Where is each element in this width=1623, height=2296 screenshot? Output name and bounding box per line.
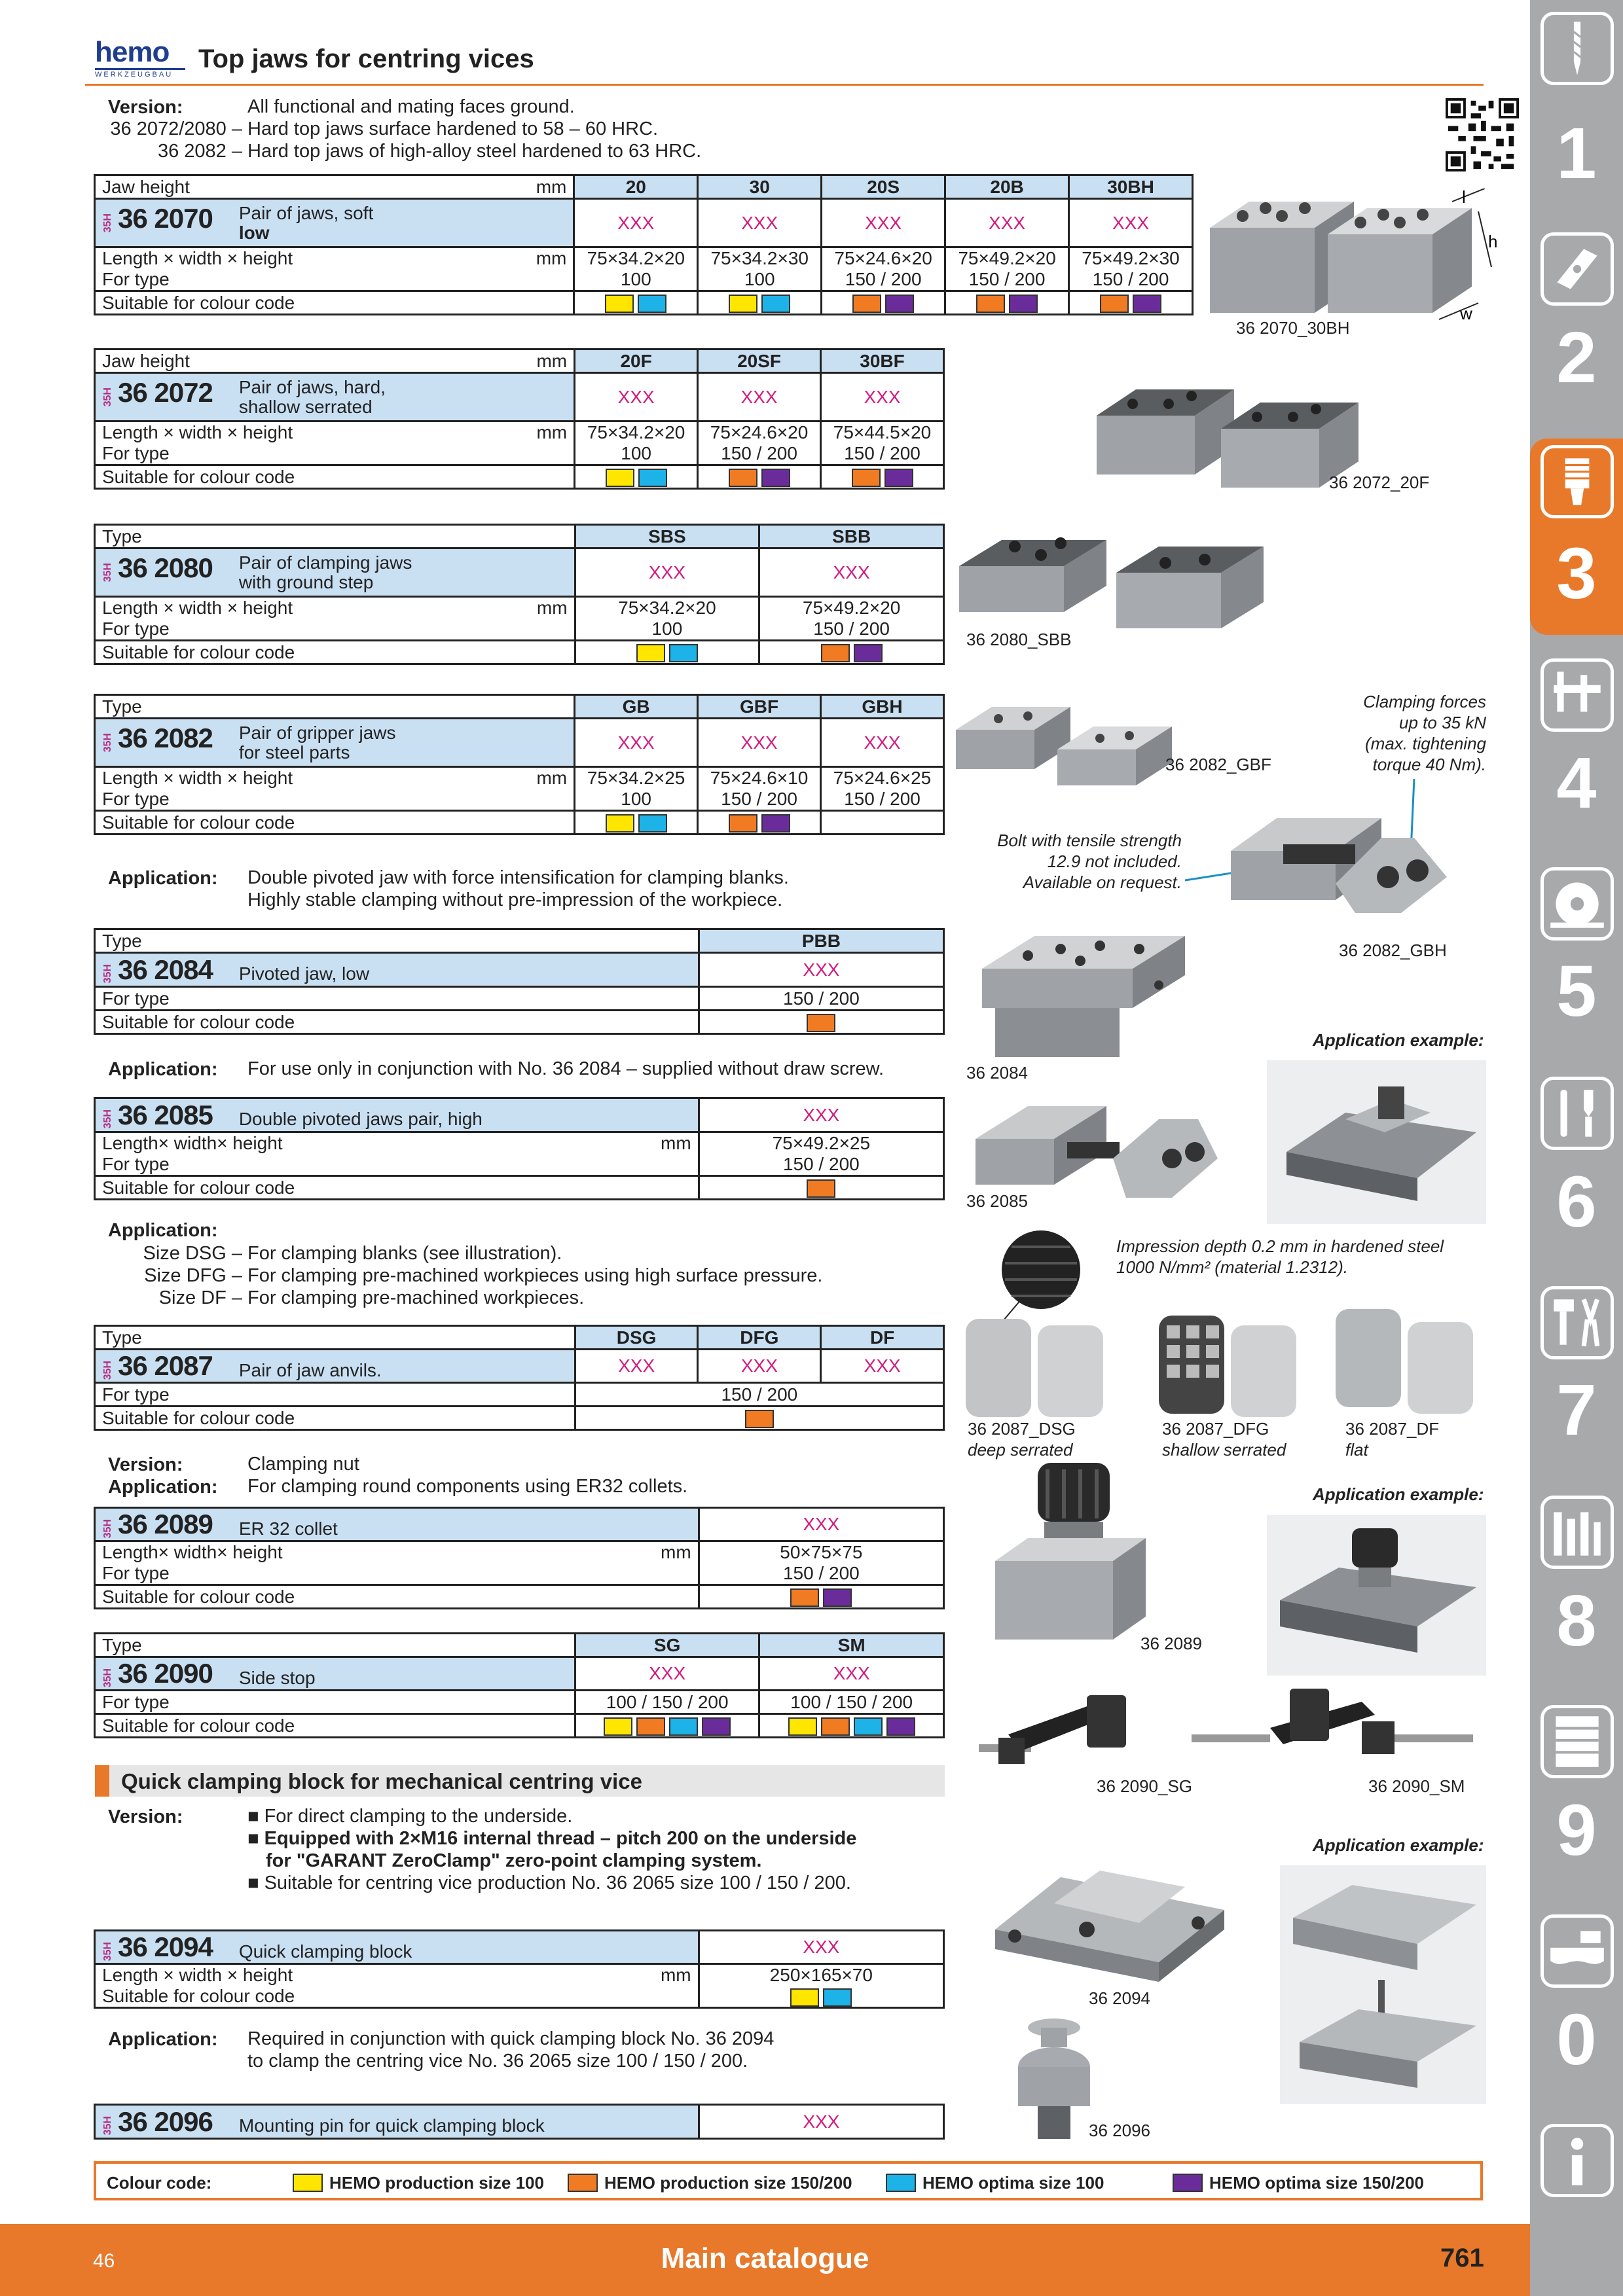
application-example-image-3 <box>1280 1865 1486 2104</box>
product-table-362094 <box>94 1929 945 2009</box>
type-label: Type <box>95 929 699 953</box>
image-caption: 36 2072_20F <box>1329 473 1430 492</box>
size-ref: Size DSG – <box>143 1243 242 1264</box>
app-example-label: Application example: <box>1313 1835 1484 1855</box>
application-label: Application: <box>108 868 218 889</box>
product-table-362096 <box>94 2104 945 2140</box>
product-cell: 35H 36 2080 Pair of clamping jaws with ground step <box>95 548 575 597</box>
price-cell: XXX <box>699 953 943 987</box>
col-header: SG <box>575 1634 759 1657</box>
price-cell: XXX <box>699 1931 943 1964</box>
col-header: 30BH <box>1069 175 1193 199</box>
product-cell: 35H 36 2094 Quick clamping block <box>95 1931 699 1964</box>
image-caption: 36 2090_SM <box>1368 1776 1465 1796</box>
col-header: 20S <box>822 175 945 199</box>
jaw-height-label: Jaw height mm <box>95 175 574 199</box>
product-cell: 35H 36 2090 Side stop <box>95 1657 575 1691</box>
tab-9[interactable]: 9 <box>1556 1790 1597 1871</box>
application-text: Required in conjunction with quick clamping block No. 36 2094 <box>247 2028 775 2049</box>
footer-bar <box>0 2224 1530 2296</box>
image-caption: 36 2084 <box>966 1063 1028 1083</box>
colour-code-label: Suitable for colour code <box>95 1176 699 1200</box>
version-line-2: Hard top jaws surface hardened to 58 – 60 HRC. <box>247 118 659 139</box>
price-cell: XXX <box>699 1098 943 1132</box>
application-label: Application: <box>108 1220 218 1241</box>
app-example-label: Application example: <box>1313 1030 1484 1050</box>
page-title: Top jaws for centring vices <box>198 45 534 73</box>
colour-code-label: Suitable for colour code <box>95 1585 699 1609</box>
product-number[interactable]: 36 2072 <box>118 377 213 408</box>
product-table-362082 <box>94 694 945 835</box>
product-image-362089 <box>989 1456 1159 1646</box>
legend-item: HEMO optima size 100 <box>922 2173 1104 2193</box>
type-label: Type <box>95 695 575 719</box>
svg-text:h: h <box>1488 232 1498 251</box>
version-line-1: All functional and mating faces ground. <box>247 96 575 117</box>
dims-label: Length × width × height mm For type <box>95 422 575 465</box>
colour-code-label: Suitable for colour code <box>95 465 575 489</box>
colour-code-legend <box>94 2161 1483 2200</box>
product-table-362087 <box>94 1325 945 1431</box>
dims-cell: 75×34.2×25 100 <box>575 767 698 811</box>
application-text: For use only in conjunction with No. 36 2084 – supplied without draw screw. <box>247 1058 884 1079</box>
type-label: Type <box>95 1326 575 1350</box>
image-caption: 36 2085 <box>966 1191 1028 1211</box>
bullet-item: ■ Suitable for centring vice production No. 36 2065 size 100 / 150 / 200. <box>247 1873 851 1893</box>
product-table-362084 <box>94 928 945 1035</box>
version-text: Clamping nut <box>247 1454 359 1475</box>
product-number[interactable]: 36 2089 <box>118 1509 213 1539</box>
drill-icon[interactable] <box>1541 12 1614 85</box>
price-cell: XXX <box>574 199 698 247</box>
product-images-362087 <box>962 1227 1486 1424</box>
col-header: GBF <box>698 695 821 719</box>
application-text: For clamping round components using ER32 collets. <box>247 1476 688 1497</box>
footer-left-page: 46 <box>93 2250 115 2272</box>
section-heading-bar <box>95 1765 945 1797</box>
legend-item: HEMO production size 100 <box>329 2173 544 2193</box>
image-caption: 36 2094 <box>1089 1988 1150 2008</box>
colour-swatches <box>759 641 944 664</box>
product-image-362070 <box>1203 188 1498 326</box>
colour-swatches <box>698 291 822 315</box>
application-label: Application: <box>108 2029 218 2050</box>
bullet-item: ■ For direct clamping to the underside. <box>247 1806 573 1827</box>
legend-swatch <box>568 2174 598 2192</box>
price-cell: XXX <box>699 1508 943 1541</box>
colour-swatches <box>575 1714 759 1738</box>
colour-code-label: Suitable for colour code <box>95 1407 575 1430</box>
col-header: SM <box>759 1634 944 1657</box>
bullet-item-cont: for "GARANT ZeroClamp" zero-point clamping system. <box>266 1850 762 1871</box>
col-header: 20B <box>945 175 1069 199</box>
product-table-362070 <box>94 174 1194 315</box>
colour-code-label: Suitable for colour code <box>95 291 574 315</box>
application-label: Application: <box>108 1059 218 1080</box>
type-label: Type <box>95 1634 575 1657</box>
image-caption: 36 2082_GBH <box>1339 941 1447 960</box>
dims-cell: 75×24.6×25 150 / 200 <box>821 767 944 811</box>
colour-swatches <box>575 465 698 489</box>
product-cell: 35H 36 2089 ER 32 collet <box>95 1508 699 1541</box>
application-text: For clamping blanks (see illustration). <box>247 1243 562 1264</box>
price-cell: XXX <box>575 548 759 597</box>
tab-7[interactable]: 7 <box>1556 1370 1597 1450</box>
type-label: Type <box>95 525 575 548</box>
application-example-image-1 <box>1267 1060 1486 1224</box>
application-label: Application: <box>108 1477 218 1498</box>
insert-icon[interactable] <box>1541 232 1614 306</box>
dims-cell: 75×34.2×20 100 <box>575 597 759 641</box>
bolt-note: Bolt with tensile strength 12.9 not included. Available on request. <box>997 831 1182 892</box>
application-text: For clamping pre-machined workpieces. <box>247 1287 585 1308</box>
tab-5[interactable]: 5 <box>1556 951 1597 1031</box>
tab-8[interactable]: 8 <box>1556 1581 1597 1661</box>
legend-item: HEMO production size 150/200 <box>604 2173 852 2193</box>
dims-cell: 75×34.2×30 100 <box>698 247 822 291</box>
tab-1[interactable]: 1 <box>1556 113 1597 194</box>
hemo-logo <box>95 38 185 79</box>
version-ref-2: 36 2072/2080 – <box>110 118 242 139</box>
product-number[interactable]: 36 2090 <box>118 1658 213 1689</box>
product-cell: 35H 36 2084 Pivoted jaw, low <box>95 953 699 987</box>
chuck-icon[interactable] <box>1541 445 1614 518</box>
product-number[interactable]: 36 2096 <box>118 2106 213 2137</box>
legend-label: Colour code: <box>107 2173 212 2193</box>
price-cell: XXX <box>759 1657 944 1691</box>
size-ref: Size DF – <box>158 1287 242 1308</box>
legend-swatch <box>886 2174 916 2192</box>
colour-swatches <box>821 811 944 834</box>
product-table-362089 <box>94 1507 945 1609</box>
tab-3[interactable]: 3 <box>1556 533 1597 614</box>
price-cell: XXX <box>575 373 698 422</box>
for-type-label: For type <box>95 1383 575 1407</box>
dims-cell: 75×49.2×20 150 / 200 <box>945 247 1069 291</box>
product-table-362080 <box>94 524 945 665</box>
image-caption: 36 2090_SG <box>1097 1776 1193 1796</box>
logo-text: hemo <box>95 36 170 68</box>
type-cell: 100 / 150 / 200 <box>759 1691 944 1714</box>
legend-item: HEMO optima size 150/200 <box>1209 2173 1425 2193</box>
price-cell: XXX <box>575 719 698 767</box>
dims-label: Length × width × height mm For type <box>95 597 575 641</box>
legend-swatch <box>1173 2174 1203 2192</box>
tab-0[interactable]: 0 <box>1556 2000 1597 2080</box>
product-table-362072 <box>94 348 945 490</box>
product-image-362082-gbh <box>1185 779 1499 949</box>
version-ref-3: 36 2082 – <box>157 141 242 162</box>
section-title: Quick clamping block for mechanical centring vice <box>121 1769 642 1793</box>
svg-text:l: l <box>1462 188 1466 207</box>
safety-goggles-icon[interactable] <box>1541 1914 1614 1988</box>
product-table-362085 <box>94 1097 945 1200</box>
clamping-force-note: Clamping forces up to 35 kN (max. tightening torque 40 Nm). <box>1363 692 1486 774</box>
col-header: DFG <box>698 1326 821 1350</box>
col-header: 30 <box>698 175 822 199</box>
application-text: For clamping pre-machined workpieces using high surface pressure. <box>247 1265 823 1286</box>
product-number[interactable]: 36 2087 <box>118 1350 213 1381</box>
dims-cell: 75×44.5×20 150 / 200 <box>821 422 944 465</box>
col-header: DF <box>821 1326 944 1350</box>
product-number[interactable]: 36 2080 <box>118 552 213 584</box>
impression-note: Impression depth 0.2 mm in hardened steel 1000 N/mm² (material 1.2312). <box>1116 1236 1444 1277</box>
colour-swatches <box>574 291 698 315</box>
for-type-label: For type <box>95 987 699 1011</box>
product-image-362082-gbf <box>953 694 1201 792</box>
price-cell: XXX <box>698 373 821 422</box>
tab-4[interactable]: 4 <box>1556 743 1597 823</box>
col-header: GBH <box>821 695 944 719</box>
application-text: Highly stable clamping without pre-impression of the workpiece. <box>247 889 783 910</box>
wrench-icon[interactable] <box>1541 1077 1614 1150</box>
jaw-height-label: Jaw height mm <box>95 350 575 373</box>
product-cell: 35H 36 2070 Pair of jaws, soft low <box>95 199 574 247</box>
colour-swatches <box>822 291 945 315</box>
image-caption: 36 2082_GBF <box>1165 755 1271 774</box>
application-text: Double pivoted jaw with force intensification for clamping blanks. <box>247 867 789 888</box>
image-caption: 36 2087_DF flat <box>1345 1419 1440 1460</box>
dims-cell: 75×24.6×20 150 / 200 <box>822 247 945 291</box>
colour-swatches <box>699 1176 943 1200</box>
colour-swatches <box>575 811 698 834</box>
product-number[interactable]: 36 2084 <box>118 954 213 985</box>
price-cell: XXX <box>821 1350 944 1383</box>
dims-label: Length× width× height mm For type <box>95 1541 699 1585</box>
type-cell: 150 / 200 <box>699 987 943 1011</box>
for-type-label: For type <box>95 1691 575 1714</box>
type-cell: 150 / 200 <box>575 1383 943 1407</box>
colour-swatches <box>821 465 944 489</box>
colour-code-label: Suitable for colour code <box>95 1714 575 1738</box>
colour-code-label: Suitable for colour code <box>95 811 575 834</box>
product-image-362084 <box>969 929 1205 1067</box>
colour-swatches <box>699 1585 943 1609</box>
image-caption: 36 2087_DFG shallow serrated <box>1162 1419 1286 1460</box>
colour-swatches <box>759 1714 944 1738</box>
toolset-icon[interactable] <box>1541 1496 1614 1569</box>
product-table-362090 <box>94 1632 945 1738</box>
colour-code-label: Suitable for colour code <box>95 641 575 664</box>
price-cell: XXX <box>945 199 1069 247</box>
footer-title: Main catalogue <box>661 2242 869 2274</box>
col-header: 20F <box>575 350 698 373</box>
col-header: PBB <box>699 929 943 953</box>
colour-swatches <box>575 641 759 664</box>
price-cell: XXX <box>759 548 944 597</box>
tab-2[interactable]: 2 <box>1556 317 1597 398</box>
product-cell: 35H 36 2085 Double pivoted jaws pair, high <box>95 1098 699 1132</box>
col-header: GB <box>575 695 698 719</box>
dims-cell: 75×49.2×20 150 / 200 <box>759 597 944 641</box>
colour-swatches <box>945 291 1069 315</box>
type-cell: 100 / 150 / 200 <box>575 1691 759 1714</box>
dims-cell: 50×75×75 150 / 200 <box>699 1541 943 1585</box>
logo-subtext: WERKZEUGBAU <box>95 68 185 79</box>
dims-cell: 250×165×70 <box>699 1964 943 2008</box>
dims-label: Length × width × height mm Suitable for colour code <box>95 1964 699 2008</box>
colour-swatches <box>1069 291 1193 315</box>
product-number[interactable]: 36 2082 <box>118 723 213 754</box>
qr-code-icon[interactable] <box>1446 98 1519 171</box>
dims-label: Length × width × height mm For type <box>95 767 575 811</box>
price-cell: XXX <box>575 1657 759 1691</box>
image-caption: 36 2087_DSG deep serrated <box>968 1419 1076 1460</box>
dims-cell: 75×49.2×30 150 / 200 <box>1069 247 1193 291</box>
product-image-362085 <box>962 1086 1224 1204</box>
page-number: 761 <box>1440 2244 1484 2272</box>
product-number[interactable]: 36 2085 <box>118 1099 213 1130</box>
tab-6[interactable]: 6 <box>1556 1162 1597 1242</box>
price-cell: XXX <box>698 199 822 247</box>
price-cell: XXX <box>698 719 821 767</box>
dims-cell: 75×34.2×20 100 <box>574 247 698 291</box>
image-caption: 36 2089 <box>1140 1634 1202 1653</box>
version-label: Version: <box>108 1454 183 1475</box>
version-label: Version: <box>108 1806 183 1827</box>
size-ref: Size DFG – <box>144 1265 242 1286</box>
dims-label: Length × width × height mm For type <box>95 247 574 291</box>
header-rule <box>85 84 1484 86</box>
price-cell: XXX <box>821 373 944 422</box>
price-cell: XXX <box>821 719 944 767</box>
col-header: SBB <box>759 525 944 548</box>
dims-label: Length× width× height mm For type <box>95 1132 699 1176</box>
col-header: DSG <box>575 1326 698 1350</box>
application-text: to clamp the centring vice No. 36 2065 size 100 / 150 / 200. <box>247 2051 748 2072</box>
dims-cell: 75×24.6×10 150 / 200 <box>698 767 821 811</box>
colour-swatches <box>698 465 821 489</box>
product-image-362080 <box>956 524 1283 635</box>
col-header: 30BF <box>821 350 944 373</box>
version-line-3: Hard top jaws of high-alloy steel hardened to 63 HRC. <box>247 141 702 162</box>
product-number[interactable]: 36 2070 <box>118 203 213 234</box>
application-example-image-2 <box>1267 1515 1486 1676</box>
col-header: SBS <box>575 525 759 548</box>
product-cell: 35H 36 2096 Mounting pin for quick clamping block <box>95 2105 699 2139</box>
image-caption: 36 2080_SBB <box>966 630 1072 649</box>
image-caption: 36 2070_30BH <box>1236 318 1350 338</box>
image-caption: 36 2096 <box>1089 2121 1150 2140</box>
product-image-362094 <box>989 1851 1231 1995</box>
cabinet-icon[interactable] <box>1541 1705 1614 1778</box>
product-cell: 35H 36 2087 Pair of jaw anvils. <box>95 1350 575 1383</box>
bullet-item: ■ Equipped with 2×M16 internal thread – pitch 200 on the underside <box>247 1828 857 1849</box>
price-cell: XXX <box>1069 199 1193 247</box>
dims-cell: 75×49.2×25 150 / 200 <box>699 1132 943 1176</box>
product-cell: 35H 36 2072 Pair of jaws, hard, shallow serrated <box>95 373 575 422</box>
caliper-icon[interactable] <box>1541 658 1614 732</box>
product-images-362090 <box>969 1682 1486 1780</box>
price-cell: XXX <box>699 2105 943 2139</box>
price-cell: XXX <box>698 1350 821 1383</box>
product-number[interactable]: 36 2094 <box>118 1931 213 1962</box>
version-label: Version: <box>108 97 183 118</box>
pliers-icon[interactable] <box>1541 1286 1614 1359</box>
app-example-label: Application example: <box>1313 1484 1484 1504</box>
product-cell: 35H 36 2082 Pair of gripper jaws for steel parts <box>95 719 575 767</box>
col-header: 20SF <box>698 350 821 373</box>
dims-cell: 75×24.6×20 150 / 200 <box>698 422 821 465</box>
colour-swatches <box>699 1011 943 1034</box>
price-cell: XXX <box>822 199 945 247</box>
svg-text:w: w <box>1460 304 1472 323</box>
colour-swatches <box>698 811 821 834</box>
legend-swatch <box>293 2174 323 2192</box>
colour-code-label: Suitable for colour code <box>95 1011 699 1034</box>
colour-swatches <box>575 1407 943 1430</box>
section-accent <box>95 1765 109 1797</box>
dims-cell: 75×34.2×20 100 <box>575 422 698 465</box>
info-icon[interactable] <box>1541 2124 1614 2197</box>
col-header: 20 <box>574 175 698 199</box>
saw-blade-icon[interactable] <box>1541 867 1614 941</box>
price-cell: XXX <box>575 1350 698 1383</box>
